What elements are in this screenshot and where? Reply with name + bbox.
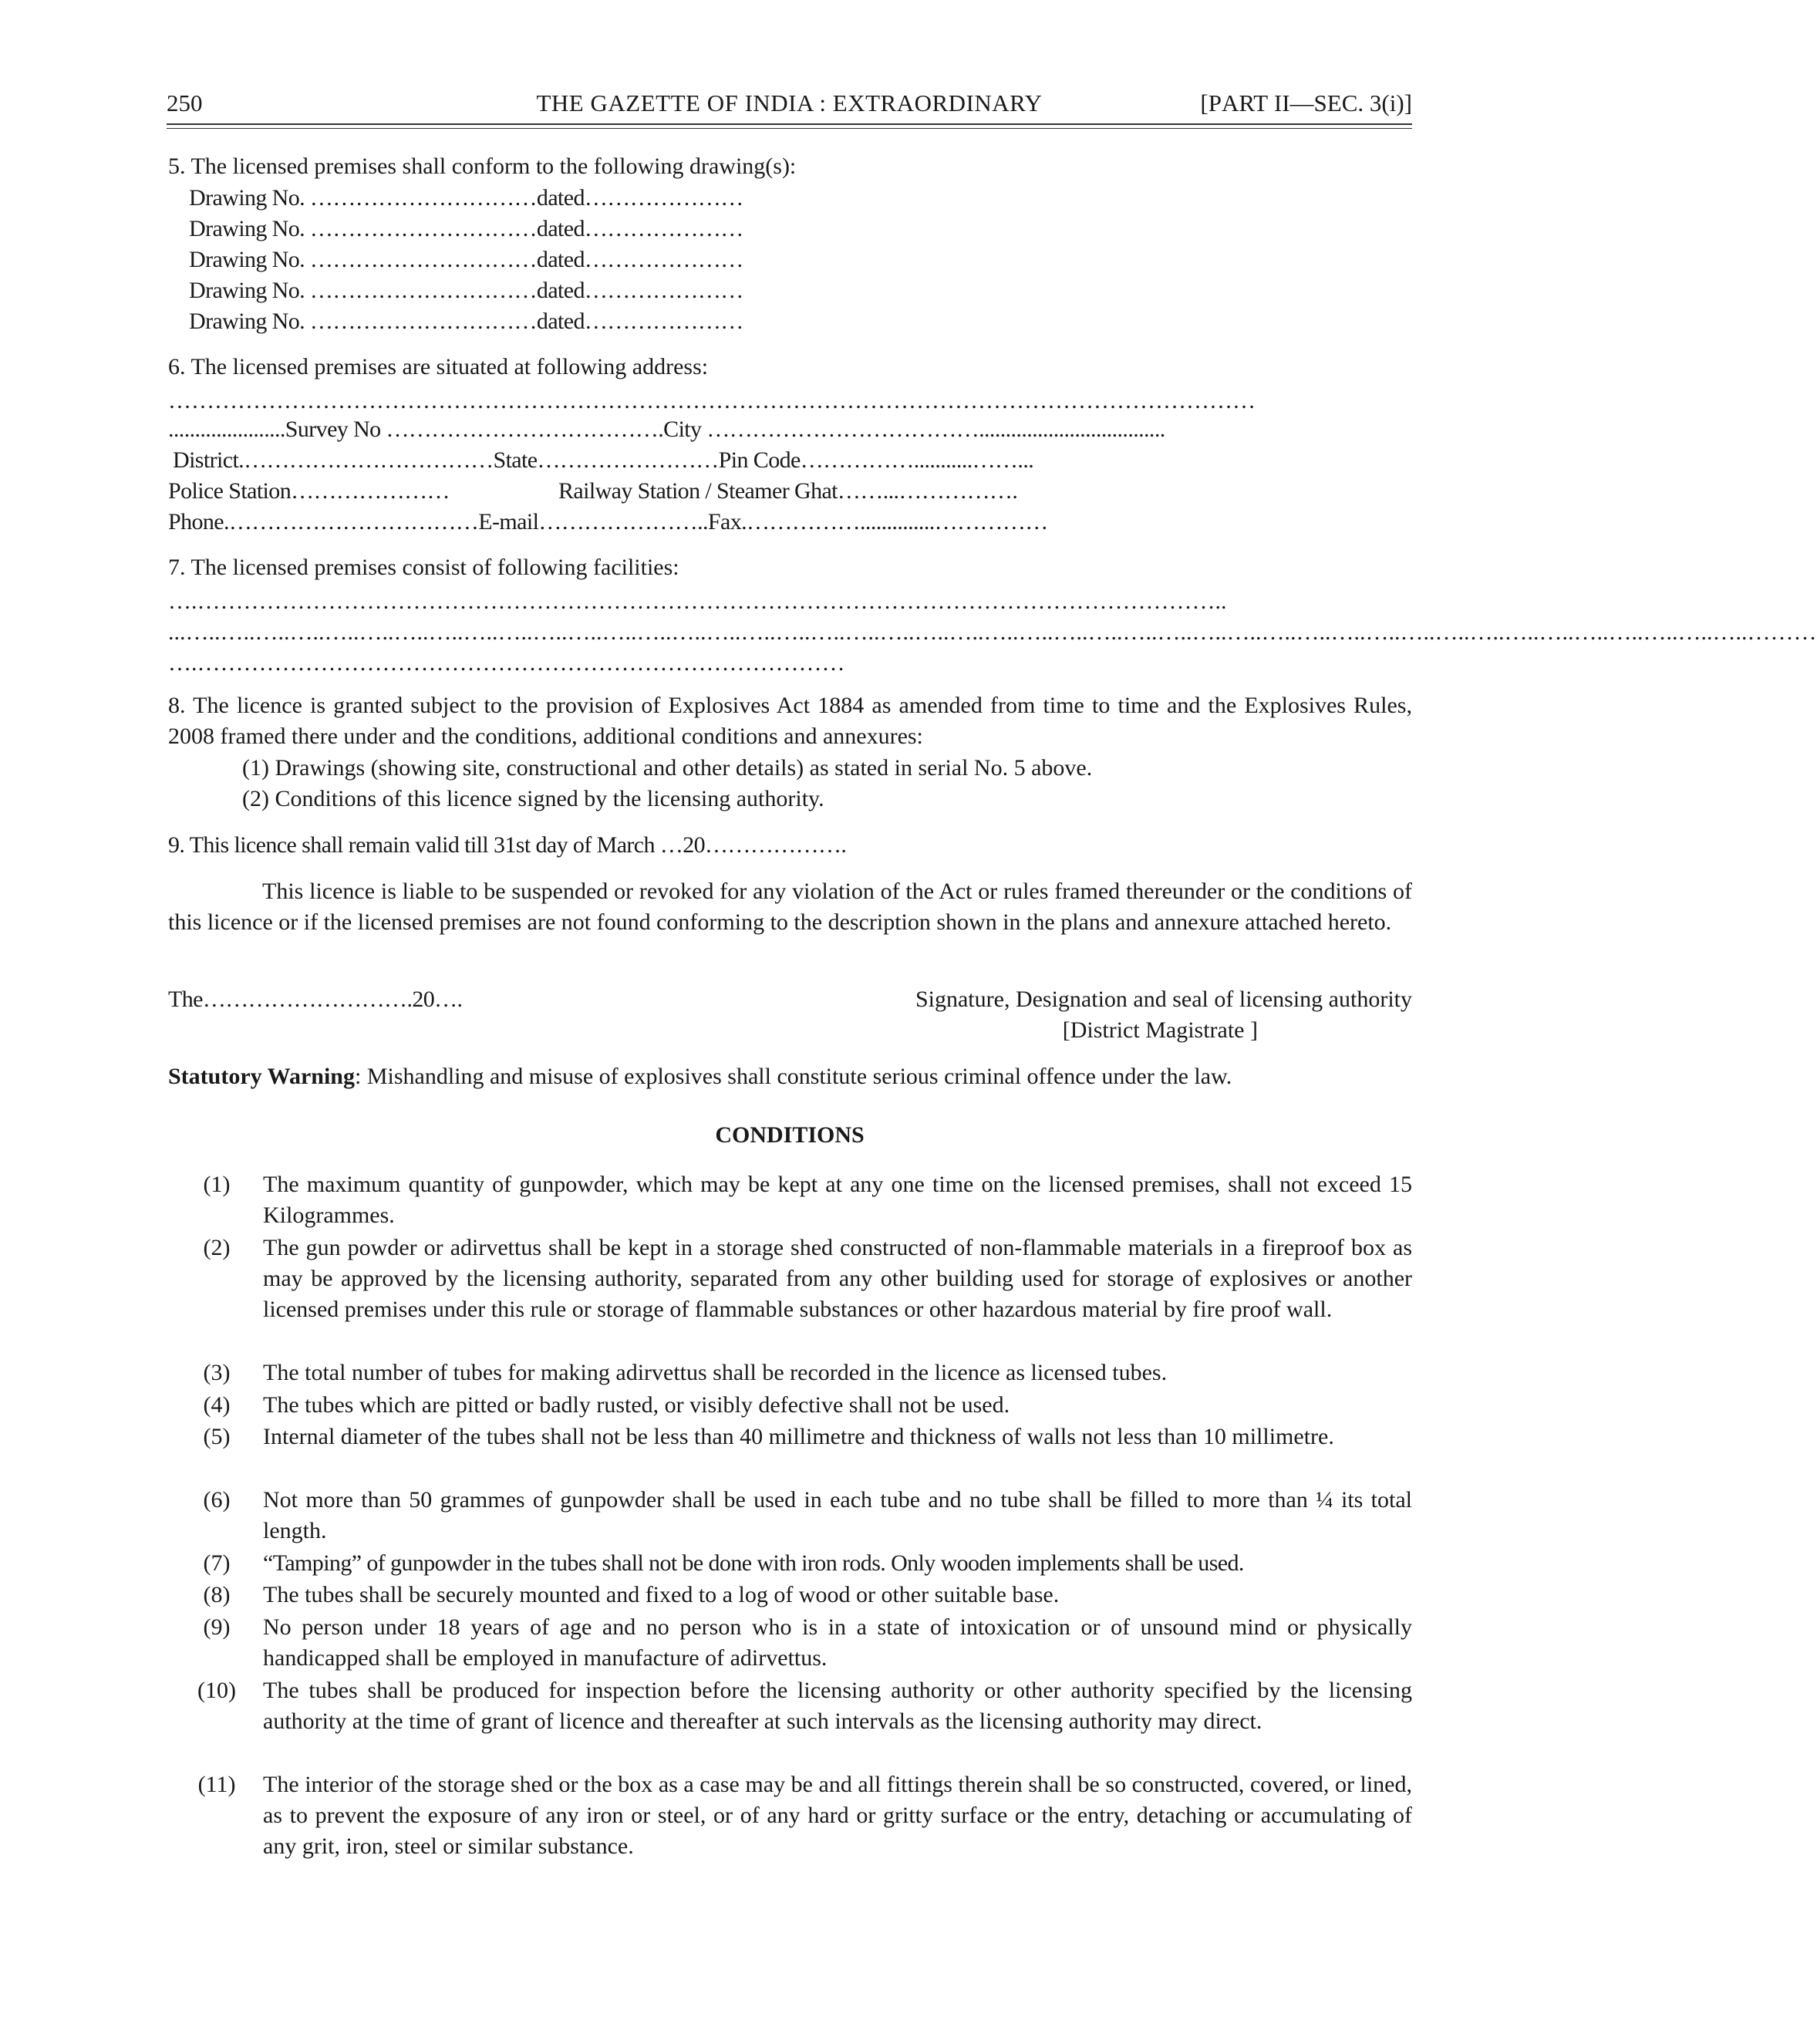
- header-rule-thin: [167, 128, 1412, 129]
- condition-number: (1): [203, 1172, 231, 1197]
- header-rule: [167, 123, 1412, 125]
- condition-text: The tubes which are pitted or badly rusted, or visibly defective shall not be used.: [263, 1392, 1010, 1418]
- drawing-line-1: Drawing No. …………………………dated…………………: [189, 185, 743, 211]
- condition-text: The interior of the storage shed or the box as a case may be and all fittings therein shall be so constructed, covered, or lined, as to prevent the exposure of any iron or steel, or of any hard or gritty surface or the entry, detaching or accumulating of any grit, iron, steel or similar substance.: [263, 1772, 1412, 1859]
- section-6-heading: 6. The licensed premises are situated at following address:: [168, 354, 709, 379]
- condition-text: The total number of tubes for making adirvettus shall be recorded in the licence as licensed tubes.: [263, 1360, 1168, 1385]
- page-number: 250: [167, 89, 203, 116]
- condition-text: The tubes shall be securely mounted and fixed to a log of wood or other suitable base.: [263, 1582, 1060, 1607]
- drawing-line-5: Drawing No. …………………………dated…………………: [189, 309, 743, 334]
- address-line: ……………………………………………………………………………………………………………………………: [168, 388, 1256, 413]
- condition-number: (6): [203, 1487, 231, 1513]
- section-8-text: 8. The licence is granted subject to the provision of Explosives Act 1884 as amended from time to time and the Explosives Rules, 2008 framed there under and the conditions, additional conditions and annexures:: [168, 693, 1412, 749]
- annexure-item-1: (1) Drawings (showing site, constructional and other details) as stated in serial No. 5 above.: [242, 755, 1093, 781]
- section-7-heading: 7. The licensed premises consist of following facilities:: [168, 555, 679, 580]
- condition-text: Not more than 50 grammes of gunpowder shall be used in each tube and no tube shall be filled to more than ¼ its total length.: [263, 1487, 1412, 1543]
- facilities-line-2: ...…..…..…..…..…..…..…..…..…..…..…..…..…..…..…..…..…..…..…..…..…..…..…..…..…..…..…..…..…..…..…..…..…..…..…..…..…..…..…..…..…..…..…..…..…..………: [168, 619, 1817, 645]
- facilities-line-1: ….……………………………………………………………………………………………………………………..: [168, 589, 1227, 614]
- condition-number: (10): [197, 1678, 236, 1703]
- warning-text: : Mishandling and misuse of explosives shall constitute serious criminal offence under the law.: [354, 1064, 1232, 1089]
- district-state-pincode-line: District.……………………………State……………………Pin Code……………...........……...: [173, 447, 1034, 473]
- page-header: [167, 89, 1412, 125]
- gazette-title: THE GAZETTE OF INDIA : EXTRAORDINARY: [536, 89, 1043, 116]
- statutory-warning: [168, 1062, 1232, 1091]
- conditions-heading: CONDITIONS: [715, 1122, 865, 1148]
- annexure-item-2: (2) Conditions of this licence signed by the licensing authority.: [242, 786, 824, 811]
- phone-email-fax-line: Phone.……………………………E-mail…………………..Fax.……………..............……………: [168, 509, 1048, 535]
- condition-number: (11): [197, 1772, 236, 1797]
- drawing-line-4: Drawing No. …………………………dated…………………: [189, 278, 743, 303]
- condition-number: (5): [203, 1424, 231, 1449]
- survey-city-line: ......................Survey No ……………………………….City ………………………………...................................: [168, 417, 1165, 442]
- condition-number: (4): [203, 1392, 231, 1418]
- condition-text: The maximum quantity of gunpowder, which may be kept at any one time on the licensed premises, shall not exceed 15 Kilogrammes.: [263, 1172, 1412, 1228]
- part-section: [PART II—SEC. 3(i)]: [1200, 89, 1412, 116]
- condition-text: Internal diameter of the tubes shall not be less than 40 millimetre and thickness of walls not less than 10 millimetre.: [263, 1424, 1334, 1449]
- condition-text: The tubes shall be produced for inspection before the licensing authority or other authority specified by the licensing authority at the time of grant of licence and thereafter at such intervals as the licensing authority may direct.: [263, 1678, 1412, 1734]
- designation: [District Magistrate ]: [1062, 1017, 1258, 1043]
- condition-text: The gun powder or adirvettus shall be kept in a storage shed constructed of non-flammable materials in a fireproof box as may be approved by the licensing authority, separated from any other building used for storage of explosives or another licensed premises under this rule or storage of flammable substances or other hazardous material by fire proof wall.: [263, 1235, 1412, 1322]
- police-station-line: Police Station…………………: [168, 478, 450, 504]
- facilities-line-3: ….…………………………………………………………………………: [168, 650, 845, 676]
- drawing-line-2: Drawing No. …………………………dated…………………: [189, 216, 743, 241]
- drawing-line-3: Drawing No. …………………………dated…………………: [189, 247, 743, 272]
- section-5-heading: 5. The licensed premises shall conform to the following drawing(s):: [168, 153, 797, 179]
- condition-number: (2): [203, 1235, 231, 1260]
- condition-number: (3): [203, 1360, 231, 1385]
- revocation-notice: This licence is liable to be suspended or revoked for any violation of the Act or rules framed thereunder or the conditions of this licence or if the licensed premises are not found conforming to the description shown in the plans and annexure attached hereto.: [168, 879, 1412, 935]
- condition-number: (9): [203, 1614, 231, 1640]
- date-line: The……………………….20….: [168, 987, 463, 1012]
- condition-number: (7): [203, 1550, 231, 1576]
- condition-text: No person under 18 years of age and no person who is in a state of intoxication or of unsound mind or physically handicapped shall be employed in manufacture of adirvettus.: [263, 1614, 1412, 1671]
- section-9-validity: 9. This licence shall remain valid till 31st day of March …20……………….: [168, 832, 847, 858]
- warning-label: Statutory Warning: [168, 1064, 355, 1089]
- condition-text: “Tamping” of gunpowder in the tubes shall not be done with iron rods. Only wooden implements shall be used.: [263, 1550, 1244, 1576]
- railway-station-line: Railway Station / Steamer Ghat……...…………….: [558, 478, 1018, 504]
- condition-number: (8): [203, 1582, 231, 1607]
- licensing-authority-signature: Signature, Designation and seal of licensing authority: [915, 987, 1412, 1012]
